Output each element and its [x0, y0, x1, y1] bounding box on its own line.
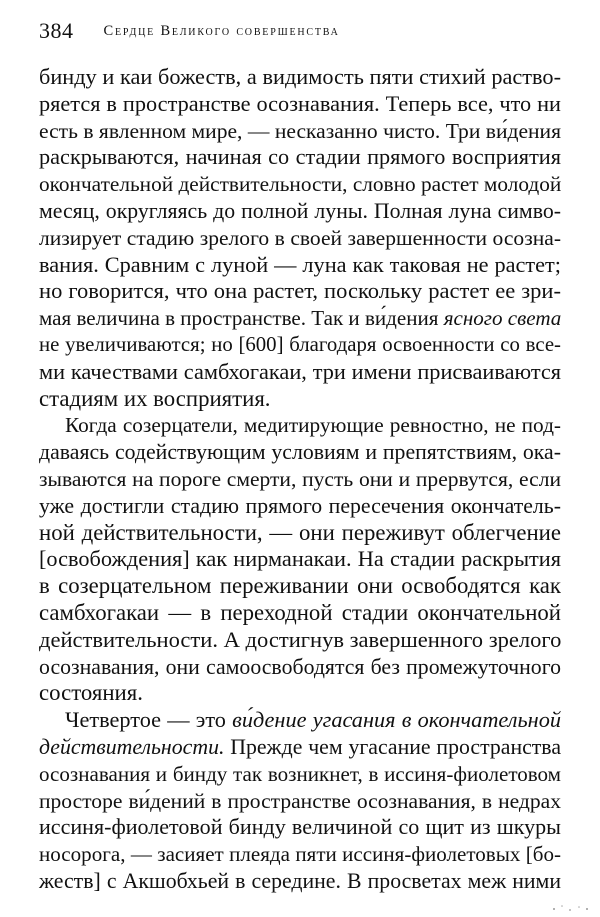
- text-line: стадиям их восприятия.: [39, 385, 271, 411]
- text-line: лизирует стадию зрелого в своей завершенности осозна-: [39, 225, 561, 250]
- text-line: бинду и каи божеств, а видимость пяти стихий раство-: [39, 64, 561, 89]
- text-line: осознавания и бинду так возникнет, в иссиня-фиолетовом: [39, 761, 561, 786]
- text-line: носорога, — засияет плеяда пяти иссиня-фиолетовых [бо-: [39, 842, 561, 867]
- text-line: [39, 707, 561, 734]
- text-line: просторе ви́дений в пространстве осознавания, в недрах: [39, 788, 561, 813]
- text-line: даваясь содействующим условиям и препятствиям, ока-: [39, 440, 561, 465]
- scan-speckle: [548, 903, 592, 913]
- page-number: 384: [39, 18, 74, 43]
- italic-term: ясного света: [443, 306, 562, 331]
- text-line: [39, 734, 561, 761]
- text-line: зываются на пороге смерти, пусть они и прервутся, если: [39, 466, 561, 491]
- text-line: [освобождения] как нирманакаи. На стадии раскрытия: [39, 546, 561, 572]
- text-line: [39, 305, 561, 332]
- page-header: [39, 14, 559, 48]
- text-line: ми качествами самбхогакаи, три имени присваиваются: [39, 358, 561, 384]
- text-line: есть в явленном мире, — несказанно чисто. Три ви́дения: [39, 118, 561, 143]
- text-line: но говорится, что она растет, поскольку растет ее зри-: [39, 278, 561, 304]
- text-line: Когда созерцатели, медитирующие ревностно, не под-: [65, 413, 561, 438]
- text-line: окончательной действительности, словно растет молодой: [39, 172, 562, 197]
- text-line: осознавания, они самоосвободятся без промежуточного: [39, 654, 561, 679]
- text-segment: мая величина в пространстве. Так и ви́дения: [39, 306, 444, 331]
- running-title: Сердце Великого совершенства: [103, 22, 340, 39]
- text-line: не увеличиваются; но [600] благодаря освоенности со все-: [39, 332, 561, 356]
- paragraph-3: [39, 707, 561, 895]
- paragraph-1: [39, 64, 561, 412]
- text-line: состояния.: [39, 680, 143, 706]
- text-line: вания. Сравним с луной — луна как таковая не растет;: [39, 251, 561, 277]
- text-segment: Четвертое — это: [65, 707, 233, 733]
- paragraph-2: [39, 412, 561, 707]
- text-line: раскрываются, начиная со стадии прямого восприятия: [39, 144, 561, 170]
- text-line: жеств] с Акшобхьей в середине. В просветах меж ними: [39, 868, 561, 893]
- text-line: действительности. А достигнув завершенного зрелого: [39, 626, 562, 652]
- text-segment: Прежде чем угасание пространства: [224, 734, 561, 759]
- text-line: ряется в пространстве осознавания. Теперь все, что ни: [39, 90, 561, 116]
- body-text: [39, 64, 561, 895]
- text-line: самбхогакаи — в переходной стадии окончательной: [39, 599, 561, 625]
- italic-term: действительности.: [39, 734, 225, 759]
- text-line: месяц, округляясь до полной луны. Полная луна симво-: [39, 198, 561, 223]
- text-line: ной действительности, — они переживут облегчение: [39, 519, 561, 545]
- text-line: иссиня-фиолетовой бинду величиной со щит из шкуры: [39, 814, 561, 840]
- text-line: в созерцательном переживании они освободятся как: [39, 573, 561, 599]
- text-line: уже достигли стадию прямого пересечения окончатель-: [39, 493, 561, 518]
- italic-term: ви́дение угасания в окончательной: [232, 707, 562, 733]
